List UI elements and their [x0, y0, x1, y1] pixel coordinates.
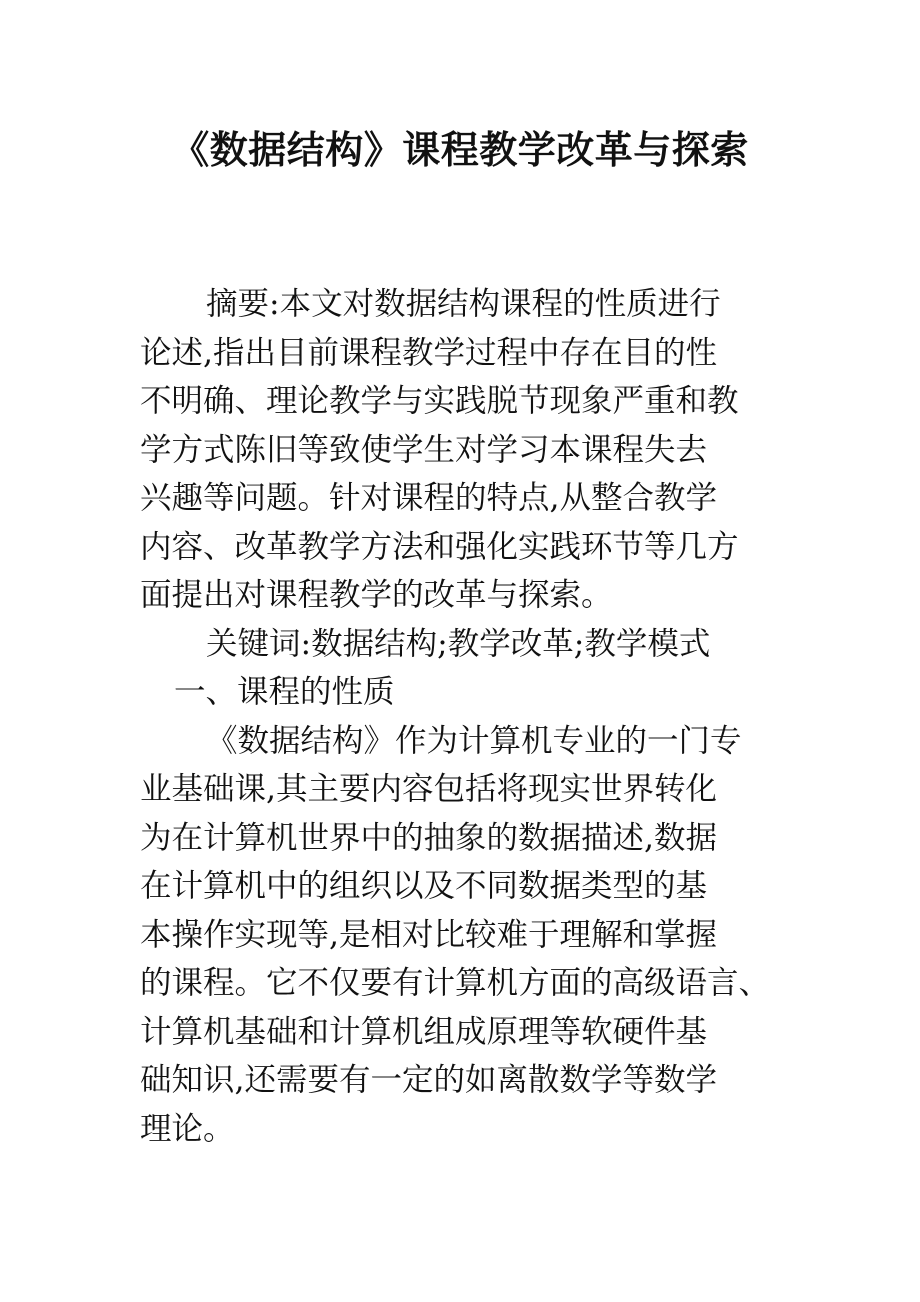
abstract-line: 面提出对课程教学的改革与探索。 — [140, 577, 613, 613]
paragraph-line: 理论。 — [140, 1110, 235, 1147]
paragraph-line: 础知识,还需要有一定的如离散数学等数学 — [140, 1062, 718, 1098]
paragraph-line: 计算机基础和计算机组成原理等软硬件基 — [140, 1013, 708, 1050]
abstract-line: 摘要:本文对数据结构课程的性质进行 — [206, 286, 721, 322]
abstract-line: 学方式陈旧等致使学生对学习本课程失去 — [140, 431, 708, 468]
abstract-line: 论述,指出目前课程教学过程中存在目的性 — [140, 334, 718, 371]
paragraph-line: 为在计算机世界中的抽象的数据描述,数据 — [140, 819, 718, 856]
paragraph-line: 本操作实现等,是相对比较难于理解和掌握 — [140, 916, 718, 953]
document-body — [140, 280, 800, 1153]
abstract-line: 内容、改革教学方法和强化实践环节等几方 — [140, 528, 739, 565]
page-title: 《数据结构》课程教学改革与探索 — [171, 128, 749, 172]
abstract-line: 兴趣等问题。针对课程的特点,从整合教学 — [140, 480, 718, 516]
section-heading: 一、课程的性质 — [174, 674, 395, 710]
paragraph-line: 在计算机中的组织以及不同数据类型的基 — [140, 868, 708, 904]
paragraph-line: 《数据结构》作为计算机专业的一门专 — [206, 722, 742, 759]
keywords-line: 关键词:数据结构;教学改革;教学模式 — [206, 625, 711, 662]
abstract-line: 不明确、理论教学与实践脱节现象严重和教 — [140, 383, 739, 419]
paragraph-line: 业基础课,其主要内容包括将现实世界转化 — [140, 771, 718, 807]
paragraph-line: 的课程。它不仅要有计算机方面的高级语言、 — [140, 965, 771, 1001]
